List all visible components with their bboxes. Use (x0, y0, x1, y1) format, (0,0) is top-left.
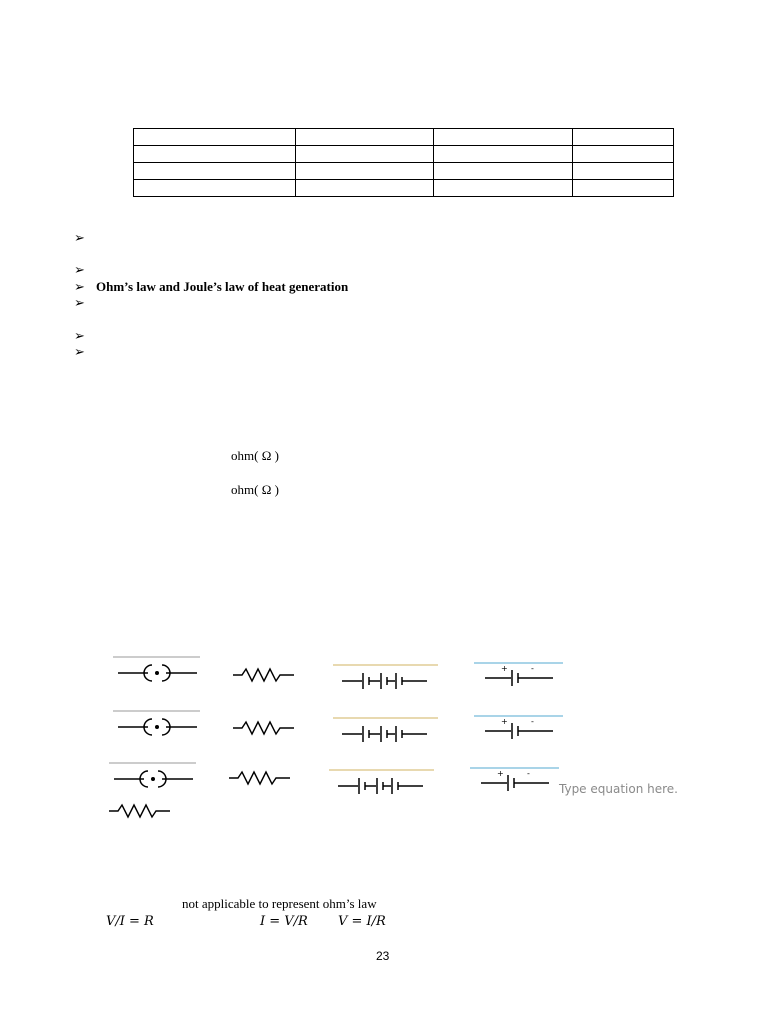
table-cell (134, 129, 296, 146)
cell-symbol-icon (473, 661, 565, 691)
equation: V/I = R (106, 914, 154, 929)
table-cell (573, 180, 674, 197)
voltmeter-symbol-icon (108, 762, 198, 792)
resistor-symbol-icon (228, 769, 292, 787)
table-cell (134, 146, 296, 163)
table-cell (434, 129, 573, 146)
cell-symbol-icon (469, 766, 561, 796)
table-cell (434, 146, 573, 163)
table-row (134, 163, 674, 180)
resistor-symbol-icon (232, 666, 296, 684)
resistor-symbol-icon (232, 719, 296, 737)
table-cell (295, 129, 434, 146)
battery-symbol-icon (332, 716, 440, 746)
unit-ohm: ohm( Ω ) (231, 482, 279, 497)
voltmeter-symbol-icon (112, 656, 202, 686)
bullet-heading: Ohm’s law and Joule’s law of heat generation (96, 279, 349, 294)
equation-placeholder[interactable]: Type equation here. (559, 782, 678, 796)
bullet-arrow-icon: ➢ (74, 262, 85, 277)
table-cell (134, 180, 296, 197)
note-text: not applicable to represent ohm’s law (182, 896, 377, 911)
bullet-arrow-icon: ➢ (74, 344, 85, 359)
table-cell (434, 180, 573, 197)
unit-ohm: ohm( Ω ) (231, 448, 279, 463)
bullet-arrow-icon: ➢ (74, 279, 85, 294)
table-cell (573, 163, 674, 180)
table-cell (134, 163, 296, 180)
svg-text:+: + (501, 717, 508, 726)
table-cell (573, 146, 674, 163)
bullet-arrow-icon: ➢ (74, 328, 85, 343)
bullet-arrow-icon: ➢ (74, 230, 85, 245)
svg-text:-: - (531, 664, 534, 673)
table-row (134, 180, 674, 197)
page-number: 23 (376, 949, 390, 963)
svg-text:+: + (497, 769, 504, 778)
table-cell (573, 129, 674, 146)
table-cell (295, 180, 434, 197)
equation: I = V/R (260, 914, 308, 929)
cell-symbol-icon (473, 714, 565, 744)
battery-symbol-icon (328, 768, 436, 798)
voltmeter-symbol-icon (112, 710, 202, 740)
svg-text:-: - (527, 769, 530, 778)
table-cell (295, 163, 434, 180)
table-row (134, 146, 674, 163)
bullet-arrow-icon: ➢ (74, 295, 85, 310)
battery-symbol-icon (332, 663, 440, 693)
svg-text:-: - (531, 717, 534, 726)
table-cell (295, 146, 434, 163)
empty-table (133, 128, 674, 197)
equation: V = I/R (338, 914, 386, 929)
table-cell (434, 163, 573, 180)
resistor-symbol-icon (108, 802, 172, 820)
table-row (134, 129, 674, 146)
svg-text:+: + (501, 664, 508, 673)
